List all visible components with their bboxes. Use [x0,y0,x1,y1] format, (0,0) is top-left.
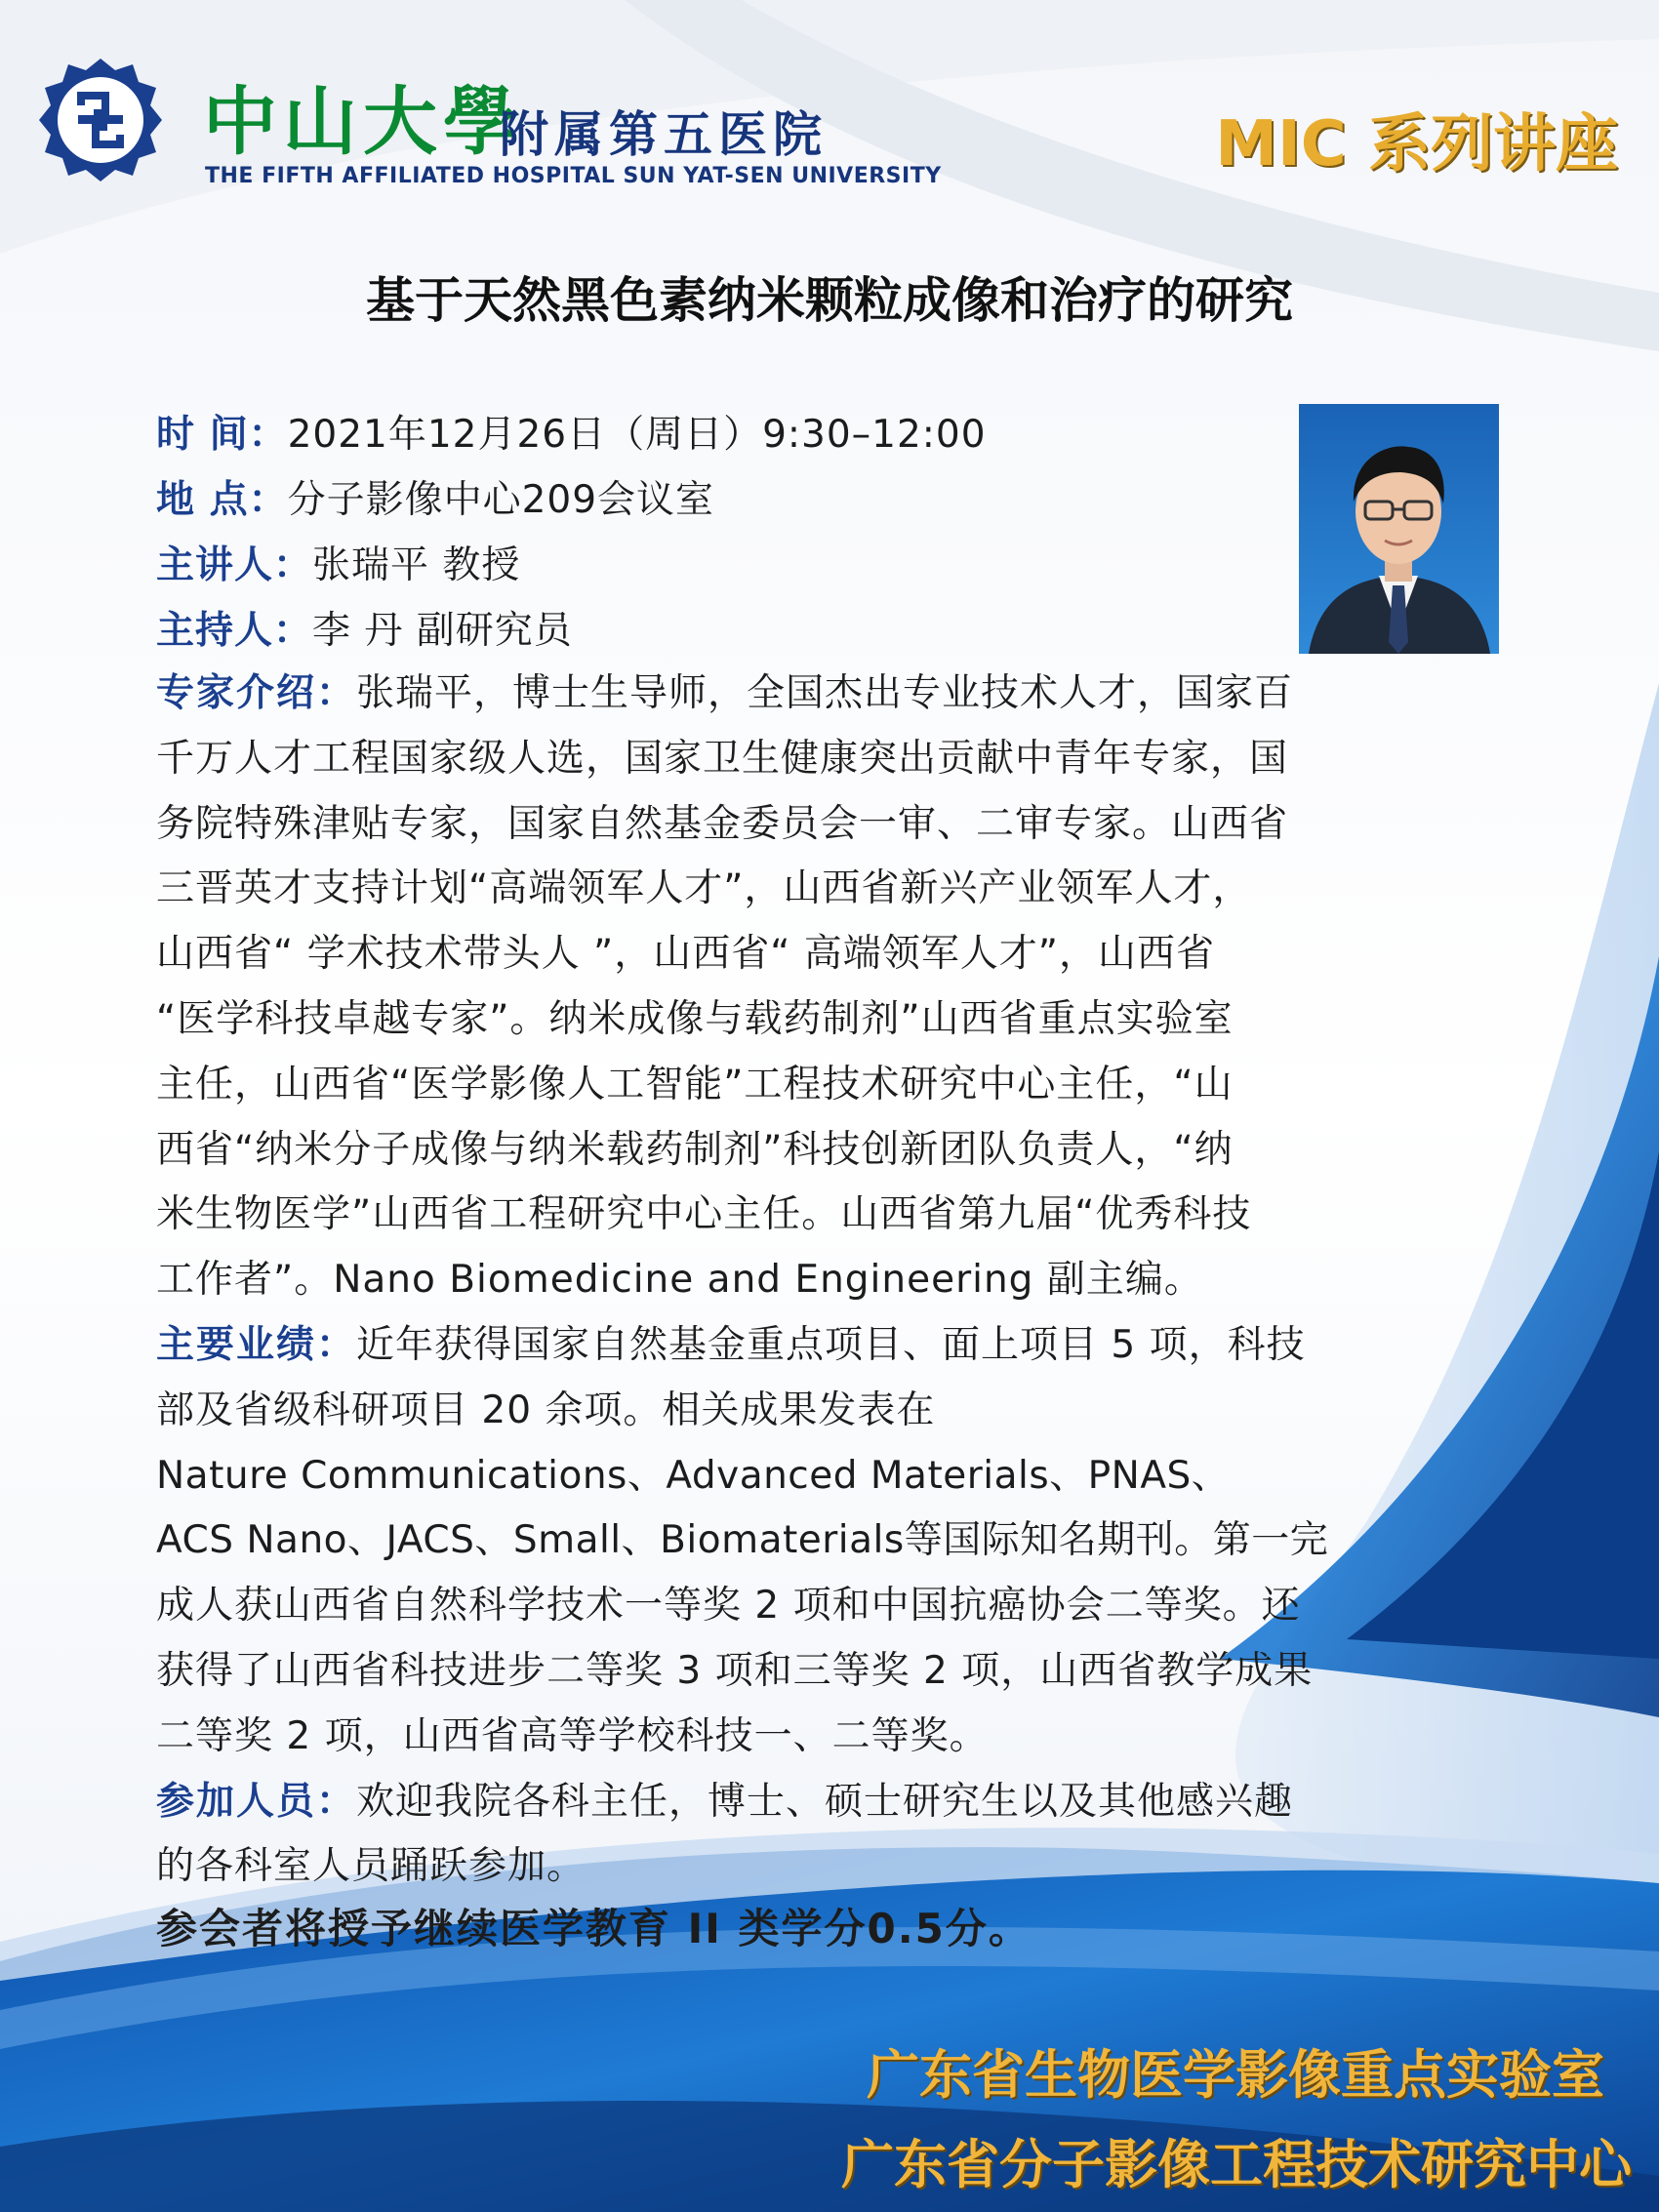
place-label: 地 点： [156,478,288,522]
speaker-photo [1299,404,1499,654]
time-value: 2021年12月26日（周日）9:30–12:00 [287,413,987,457]
hospital-name: 附属第五医院 [500,106,828,163]
attendees-line [156,1770,1503,1835]
host-label: 主持人： [156,609,313,653]
time-row [156,402,987,467]
event-info [156,402,987,664]
intro-line: 三晋英才支持计划“高端领军人才”，山西省新兴产业领军人才， [156,866,1252,911]
intro-line: 山西省“ 学术技术带头人 ”，山西省“ 高端领军人才”，山西省 [156,932,1216,977]
achievements-line: ACS Nano、JACS、Small、Biomaterials等国际知名期刊。第一完 [156,1518,1329,1563]
lab-name-1: 广东省生物医学影像重点实验室 [867,2044,1604,2106]
intro-line: 工作者”。Nano Biomedicine and Engineering 副主编。 [156,1258,1203,1303]
speaker-value: 张瑞平 教授 [312,543,521,587]
achievements-line: Nature Communications、Advanced Materials、PNAS、 [156,1453,1231,1498]
hospital-english-name: THE FIFTH AFFILIATED HOSPITAL SUN YAT-SEN UNIVERSITY [205,164,942,188]
place-value: 分子影像中心209会议室 [287,478,715,522]
bio-section [156,662,1503,1900]
intro-line: 千万人才工程国家级人选，国家卫生健康突出贡献中青年专家，国 [156,736,1289,781]
series-label: MIC 系列讲座 [1215,108,1618,181]
intro-line: 主任，山西省“医学影像人工智能”工程技术研究中心主任，“山 [156,1062,1234,1106]
achievements-line [156,1313,1503,1379]
intro-line: 西省“纳米分子成像与纳米载药制剂”科技创新团队负责人，“纳 [156,1127,1234,1172]
intro-label: 专家介绍： [156,671,357,715]
intro-line: “医学科技卓越专家”。纳米成像与载药制剂”山西省重点实验室 [156,996,1234,1041]
intro-line: 米生物医学”山西省工程研究中心主任。山西省第九届“优秀科技 [156,1192,1252,1237]
achievements-line: 获得了山西省科技进步二等奖 3 项和三等奖 2 项，山西省教学成果 [156,1648,1314,1693]
intro-text: 张瑞平，博士生导师，全国杰出专业技术人才，国家百 [356,671,1294,715]
university-name: 中山大學 [203,78,523,165]
achievements-label: 主要业绩： [156,1322,357,1367]
credit-notice: 参会者将授予继续医学教育 II 类学分0.5分。 [156,1905,1032,1952]
lab-name-2: 广东省分子影像工程技术研究中心 [841,2134,1632,2195]
achievements-line: 部及省级科研项目 20 余项。相关成果发表在 [156,1388,936,1432]
place-row [156,467,987,533]
achievements-line: 成人获山西省自然科学技术一等奖 2 项和中国抗癌协会二等奖。还 [156,1584,1301,1629]
speaker-row [156,533,987,598]
time-label: 时 间： [156,413,288,457]
host-row [156,598,987,664]
intro-line: 务院特殊津贴专家，国家自然基金委员会一审、二审专家。山西省 [156,801,1289,846]
attendees-line: 的各科室人员踊跃参加。 [156,1844,587,1889]
host-value: 李 丹 副研究员 [312,609,573,653]
attendees-text: 欢迎我院各科主任，博士、硕士研究生以及其他感兴趣 [356,1779,1294,1824]
speaker-label: 主讲人： [156,543,313,587]
attendees-label: 参加人员： [156,1779,357,1824]
hospital-emblem-icon [37,57,164,183]
intro-line [156,662,1503,727]
achievements-line: 二等奖 2 项，山西省高等学校科技一、二等奖。 [156,1713,989,1758]
lecture-title: 基于天然黑色素纳米颗粒成像和治疗的研究 [366,272,1293,329]
achievements-text: 近年获得国家自然基金重点项目、面上项目 5 项，科技 [356,1322,1306,1367]
